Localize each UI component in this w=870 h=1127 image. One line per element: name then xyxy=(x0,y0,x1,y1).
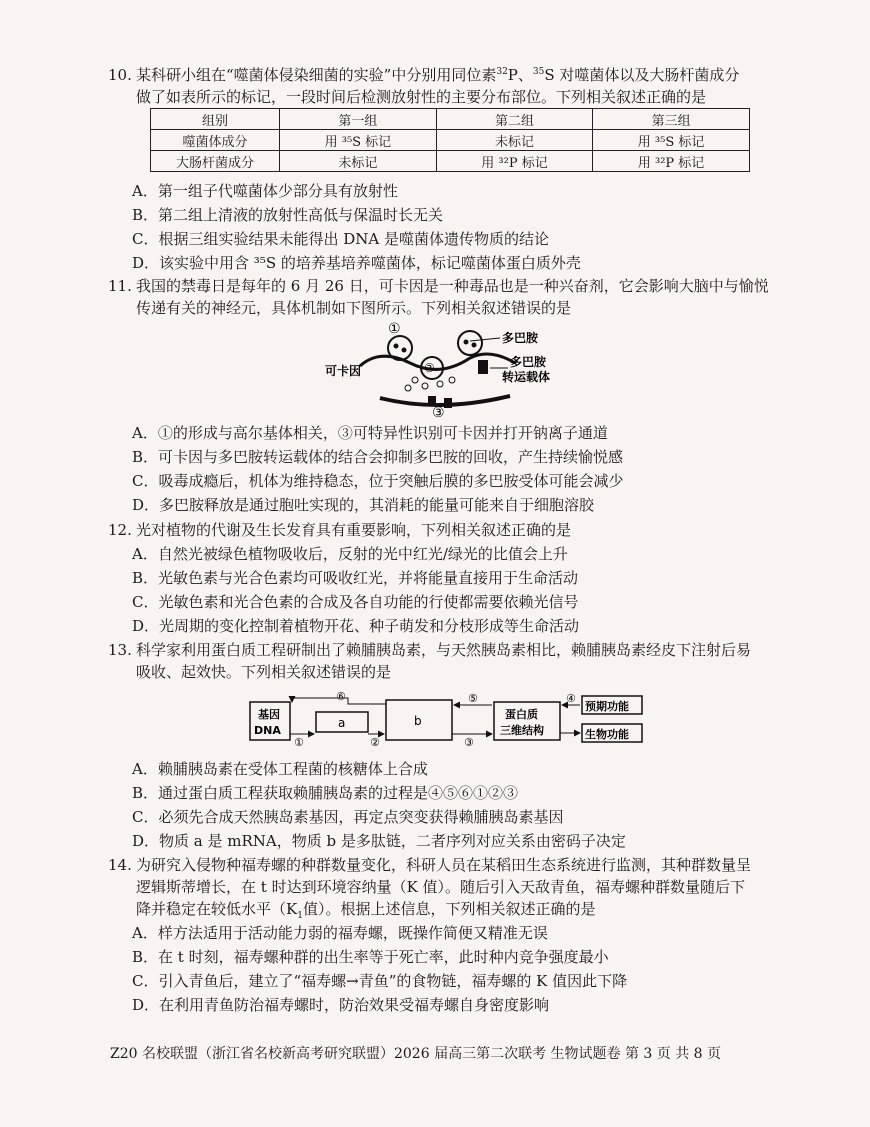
q11-option-d: D．多巴胺释放是通过胞吐实现的，其消耗的能量可能来自于细胞溶胶 xyxy=(132,496,595,514)
marker-6: ⑥ xyxy=(336,690,346,703)
label-b: b xyxy=(414,714,422,728)
q13-stem-line2: 吸收、起效快。下列相关叙述错误的是 xyxy=(136,663,392,681)
q11-option-a: A．①的形成与高尔基体相关，③可特异性识别可卡因并打开钠离子通道 xyxy=(132,424,608,442)
q10-option-d: D．该实验中用含 ³⁵S 的培养基培养噬菌体，标记噬菌体蛋白质外壳 xyxy=(132,254,581,272)
vesicle xyxy=(458,331,482,355)
table-row xyxy=(151,109,750,130)
q12-option-d: D．光周期的变化控制着植物开花、种子萌发和分枝形成等生命活动 xyxy=(132,617,580,635)
q14-stem-line2: 逻辑斯蒂增长，在 t 时达到环境容纳量（K 值）。随后引入天敌青鱼，福寿螺种群数量随后下 xyxy=(136,878,746,896)
q10-stem-line1: 10. 某科研小组在“噬菌体侵染细菌的实验”中分别用同位素$^{32}$P、$^{35}$S 对噬菌体以及大肠杆菌成分 xyxy=(108,66,740,84)
q13-stem-line1: 13. 科学家利用蛋白质工程研制出了赖脯胰岛素，与天然胰岛素相比，赖脯胰岛素经皮下注射后易 xyxy=(108,641,752,659)
q14-option-d: D．在利用青鱼防治福寿螺时，防治效果受福寿螺自身密度影响 xyxy=(132,996,550,1014)
synapse-diagram xyxy=(320,318,570,418)
question-11 xyxy=(108,275,808,319)
label-biological-function: 生物功能 xyxy=(585,728,629,741)
label-transporter-1: 多巴胺 xyxy=(510,355,547,369)
q11-stem-line1: 11. 我国的禁毒日是每年的 6 月 26 日，可卡因是一种毒品也是一种兴奋剂，它会影响大脑中与愉悦 xyxy=(108,277,769,295)
q12-stem-line1: 12. 光对植物的代谢及生长发育具有重要影响，下列相关叙述正确的是 xyxy=(108,521,572,539)
table-cell: 未标记 xyxy=(280,151,437,172)
q11-option-b: B．可卡因与多巴胺转运载体的结合会抑制多巴胺的回收，产生持续愉悦感 xyxy=(132,448,624,466)
q10-stem-line2: 做了如表所示的标记，一段时间后检测放射性的主要分布部位。下列相关叙述正确的是 xyxy=(136,88,707,106)
label-protein: 蛋白质 xyxy=(505,708,538,721)
table-cell: 用 ³⁵S 标记 xyxy=(593,130,750,151)
question-13 xyxy=(108,639,808,683)
q13-option-c: C．必须先合成天然胰岛素基因，再定点突变获得赖脯胰岛素基因 xyxy=(132,808,564,826)
q11-option-c: C．吸毒成瘾后，机体为维持稳态，位于突触后膜的多巴胺受体可能会减少 xyxy=(132,472,624,490)
table-cell: 未标记 xyxy=(436,130,592,151)
label-expected-function: 预期功能 xyxy=(585,700,629,713)
q14-option-b: B．在 t 时刻，福寿螺种群的出生率等于死亡率，此时种内竞争强度最小 xyxy=(132,948,609,966)
marker-2: ② xyxy=(370,736,380,749)
q13-option-d: D．物质 a 是 mRNA，物质 b 是多肽链，二者序列对应关系由密码子决定 xyxy=(132,832,626,850)
marker-3: ③ xyxy=(432,405,445,418)
dopamine-dot xyxy=(412,377,418,383)
dopamine-dot xyxy=(437,381,443,387)
table-cell: 用 ³⁵S 标记 xyxy=(280,130,437,151)
dopamine-dot xyxy=(464,340,469,345)
q10-option-c: C．根据三组实验结果未能得出 DNA 是噬菌体遗传物质的结论 xyxy=(132,230,549,248)
dopamine-dot xyxy=(472,343,477,348)
label-cocaine: 可卡因 xyxy=(325,364,362,378)
marker-5: ⑤ xyxy=(468,692,478,705)
protein-engineering-diagram xyxy=(248,690,648,750)
dopamine-dot xyxy=(405,385,411,391)
dopamine-dot xyxy=(422,383,428,389)
table-cell: 大肠杆菌成分 xyxy=(151,151,280,172)
q14-stem-line1: 14. 为研究入侵物种福寿螺的种群数量变化，科研人员在某稻田生态系统进行监测，其种群数量呈 xyxy=(108,856,752,874)
marker-2: ② xyxy=(424,361,435,375)
table-cell: 用 ³²P 标记 xyxy=(436,151,592,172)
label-gene: 基因 xyxy=(258,708,280,721)
page-footer: Z20 名校联盟（浙江省名校新高考研究联盟）2026 届高三第二次联考 生物试题卷 第 3 页 共 8 页 xyxy=(110,1046,722,1062)
q14-option-a: A．样方法适用于活动能力弱的福寿螺，既操作简便又精准无误 xyxy=(132,924,548,942)
question-10 xyxy=(108,64,808,108)
question-14 xyxy=(108,854,808,920)
marker-4: ④ xyxy=(566,692,576,705)
q14-stem-line3: 降并稳定在较低水平（$K_1$值）。根据上述信息，下列相关叙述正确的是 xyxy=(136,900,596,921)
q14-option-c: C．引入青鱼后，建立了“福寿螺→青鱼”的食物链，福寿螺的 K 值因此下降 xyxy=(132,972,628,990)
label-a: a xyxy=(338,716,346,730)
marker-1: ① xyxy=(294,736,304,749)
question-12 xyxy=(108,519,808,541)
q13-option-a: A．赖脯胰岛素在受体工程菌的核糖体上合成 xyxy=(132,760,428,778)
table-row xyxy=(151,130,750,151)
table-header: 组别 xyxy=(151,109,280,130)
label-dopamine: 多巴胺 xyxy=(502,331,539,345)
leader-line xyxy=(470,338,500,341)
dopamine-dot xyxy=(394,344,399,349)
label-3d-structure: 三维结构 xyxy=(500,724,544,737)
q12-option-a: A．自然光被绿色植物吸收后，反射的光中红光/绿光的比值会上升 xyxy=(132,545,568,563)
q10-option-a: A．第一组子代噬菌体少部分具有放射性 xyxy=(132,182,398,200)
presynaptic-membrane xyxy=(360,354,515,369)
vesicle xyxy=(388,336,412,360)
q11-stem-line2: 传递有关的神经元，具体机制如下图所示。下列相关叙述错误的是 xyxy=(136,299,572,317)
q10-label-table xyxy=(150,108,750,172)
table-header: 第一组 xyxy=(280,109,437,130)
receptor xyxy=(444,398,452,408)
marker-3: ③ xyxy=(464,736,474,749)
q12-option-c: C．光敏色素和光合色素的合成及各自功能的行使都需要依赖光信号 xyxy=(132,593,579,611)
table-cell: 噬菌体成分 xyxy=(151,130,280,151)
label-dna: DNA xyxy=(254,724,281,737)
q13-option-b: B．通过蛋白质工程获取赖脯胰岛素的过程是④⑤⑥①②③ xyxy=(132,784,519,802)
table-row xyxy=(151,151,750,172)
table-header: 第三组 xyxy=(593,109,750,130)
q12-option-b: B．光敏色素与光合色素均可吸收红光，并将能量直接用于生命活动 xyxy=(132,569,579,587)
q10-option-b: B．第二组上清液的放射性高低与保温时长无关 xyxy=(132,206,444,224)
dopamine-dot xyxy=(449,377,455,383)
marker-1: ① xyxy=(388,321,401,337)
dopamine-dot xyxy=(402,348,407,353)
dopamine-transporter xyxy=(478,360,488,374)
label-transporter-2: 转运载体 xyxy=(502,370,551,384)
table-cell: 用 ³²P 标记 xyxy=(593,151,750,172)
table-header: 第二组 xyxy=(436,109,592,130)
